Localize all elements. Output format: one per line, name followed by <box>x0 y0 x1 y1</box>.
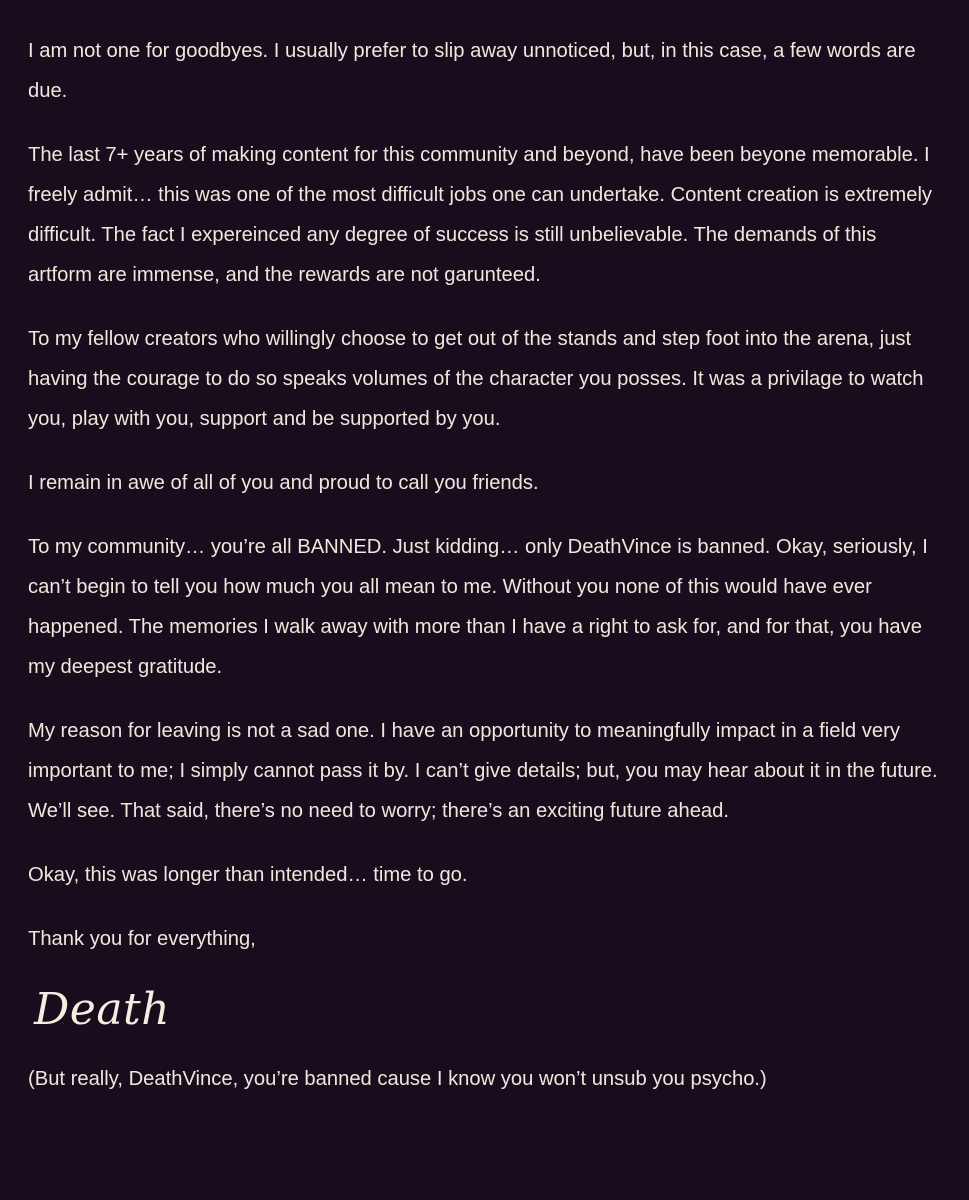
paragraph-fellow-creators: To my fellow creators who willingly choose to get out of the stands and step foot into the arena, just having the courage to do so speaks volumes of the character you posses. It was a privilage to watch you, play with you, support and be supported by you. <box>28 328 924 430</box>
paragraph-community: To my community… you’re all BANNED. Just kidding… only DeathVince is banned. Okay, seriously, I can’t begin to tell you how much you all mean to me. Without you none of this would have ever happened. The memories I walk away with more than I have a right to ask for, and for that, you have my deepest gratitude. <box>28 536 928 678</box>
paragraph-years-of-content: The last 7+ years of making content for this community and beyond, have been beyone memorable. I freely admit… this was one of the most difficult jobs one can undertake. Content creation is extremely difficult. The fact I expereinced any degree of success is still unbelievable. The demands of this artform are immense, and the rewards are not garunteed. <box>28 144 933 286</box>
paragraph-awe: I remain in awe of all of you and proud to call you friends. <box>28 472 539 494</box>
paragraph-goodbyes: I am not one for goodbyes. I usually prefer to slip away unnoticed, but, in this case, a few words are due. <box>28 40 916 102</box>
paragraph-reason-for-leaving: My reason for leaving is not a sad one. I have an opportunity to meaningfully impact in a field very important to me; I simply cannot pass it by. I can’t give details; but, you may hear about it in the future. We’ll see. That said, there’s no need to worry; there’s an exciting future ahead. <box>28 720 938 822</box>
postscript: (But really, DeathVince, you’re banned cause I know you won’t unsub you psycho.) <box>28 1068 767 1090</box>
paragraph-thank-you: Thank you for everything, <box>28 928 256 950</box>
signature: Death <box>34 984 171 1035</box>
paragraph-time-to-go: Okay, this was longer than intended… time to go. <box>28 864 468 886</box>
